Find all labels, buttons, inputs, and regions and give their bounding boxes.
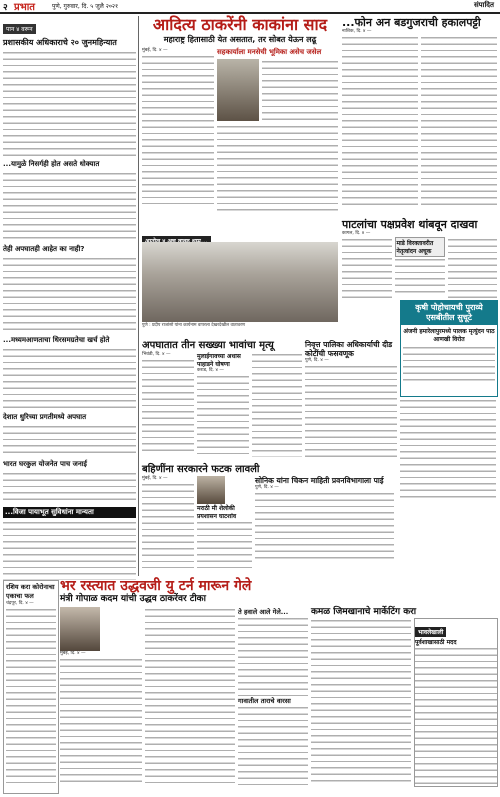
- side-headline: मुलाईगावच्या अधास पाहाडने घोषणा: [197, 353, 241, 368]
- story-place-kagal: कागल, दि. ४ —: [342, 231, 371, 236]
- patil-quote: माडे विरक्तावरीत नेतृत्वांदन अचूक: [395, 237, 445, 257]
- story-place: मुंबई, दि. ४ —: [142, 48, 168, 53]
- left-headline-g: ...विजा पायाभूत सुविधांना मान्यता: [3, 507, 136, 518]
- left-headline-e: देशात धुरिच्या प्रगतीमध्ये अपघात: [3, 413, 87, 421]
- headline-fraud: निवृत्त पालिका अधिकार्याची दीड कोटींची फसवणूक: [305, 340, 393, 358]
- portrait-photo: [217, 59, 259, 121]
- band1-portrait: [197, 476, 225, 504]
- ad-box: [400, 300, 498, 397]
- page-number: २: [3, 3, 8, 13]
- band2-body-6: [415, 646, 497, 786]
- accident-story: [142, 340, 302, 460]
- story-place-nashik: नाशिक, दि. ४ —: [342, 29, 372, 34]
- quote-head: सहकार्याला मनसेची भूमिका असेच जसेल: [217, 48, 322, 56]
- box-title: रशिय करा कोरोनाचा एकाचा फल: [6, 583, 55, 600]
- left-body-d: [3, 347, 136, 411]
- section-label: संपादित: [473, 1, 494, 9]
- story-place-pune: पुणे, दि. ४ —: [305, 358, 329, 363]
- band2-side-1: ते हवाले आले गेले...: [238, 608, 289, 616]
- subhead-uturn: मंत्री गोपाळ कदम यांची उद्धव ठाकरेंवर टीका: [60, 594, 206, 604]
- left-body-b: [3, 171, 136, 243]
- nashik-body-1: [342, 35, 418, 210]
- band2-place: मुंबई, दि. ४ —: [60, 651, 86, 656]
- band1-quote: मराठी मी शेलोकी प्रयशासन घाटशांव: [197, 505, 237, 520]
- dateline: पुणे, गुरुवार, दि. ५ जुलै २०२१: [52, 3, 119, 10]
- mid-right-story: [342, 218, 497, 308]
- headline-patil: पाटलांचा पक्षप्रवेश थांबवून दाखवा: [342, 218, 478, 231]
- kamal-tag: भावलेखाली: [415, 627, 446, 637]
- band1-body-2: [197, 520, 252, 570]
- band1-place: मुंबई, दि. ४ —: [142, 476, 168, 481]
- band2-body-2: [145, 607, 235, 787]
- continued-tag: पान ४ वरून: [3, 24, 36, 34]
- box-body: [6, 607, 56, 787]
- band2-side-2: गावातील ताराचे वारसा: [238, 697, 291, 705]
- band1-body-3: [255, 491, 394, 559]
- band2-body-3: [238, 616, 308, 696]
- band1-body-1: [142, 482, 194, 568]
- headline-uturn: भर रस्त्यात उद्धवजी यु टर्न मारून गेले: [60, 578, 252, 594]
- column-rule: [138, 16, 139, 576]
- band2-body-4: [238, 705, 308, 785]
- headline-accident: अपघातात तीन सख्ख्या भावांचा मृत्यू: [142, 340, 274, 351]
- top-center-story: [142, 16, 338, 226]
- ad-subtitle: अंजनी हमारेलापुरमध्ये पालक मृत्युंदन पाठ आणखी विरोत: [403, 328, 495, 343]
- kamal-sub: पूर्वशाखासाठी मदद: [415, 639, 457, 646]
- left-headline-b: ...यामुळे निसर्गही होत असते धोक्यात: [3, 160, 100, 168]
- headline-kamal: कमळ जिमखानाचे मार्केटिंग करा: [311, 607, 417, 617]
- accident-body-1: [142, 358, 194, 453]
- bottom-band-2: [60, 578, 498, 794]
- accident-body-3: [252, 352, 302, 457]
- left-body-g: [3, 520, 136, 580]
- ad-side-body: [400, 398, 496, 498]
- side-place: कराड, दि. ४ —: [197, 368, 224, 373]
- accident-body-2: [197, 374, 249, 456]
- page-header: [0, 0, 500, 14]
- story-body-1: [142, 54, 214, 204]
- fraud-story: [305, 340, 397, 460]
- left-headline-a: प्रशासकीय अधिकाराचे २० जुनमहिन्यात: [3, 38, 117, 47]
- band2-body-1: [60, 657, 142, 787]
- headline-aaditya: आदित्य ठाकरेंनी काकांना साद: [152, 15, 328, 34]
- band1-place2: पुणे, दि. ४ —: [255, 485, 279, 490]
- headline-sonik: सोनिक यांना चिकन माहिती प्रवनविभागाला पाई: [255, 476, 384, 485]
- left-bottom-box: [3, 580, 59, 794]
- left-headline-c: तेही अपघातही आहेत का नाही?: [3, 245, 85, 253]
- patil-body-1: [342, 237, 392, 301]
- story-body-3: [217, 124, 338, 212]
- patil-body-2: [395, 257, 445, 297]
- story-place-bhiwandi: भिवंडी, दि. ४ —: [142, 352, 171, 357]
- ad-body: [403, 345, 495, 385]
- ad-side-story: [400, 398, 496, 498]
- bottom-band-1: [142, 464, 394, 572]
- patil-body-3: [448, 237, 498, 301]
- fraud-body: [305, 364, 397, 459]
- ad-title: कृषी पोहोचायची पुराव्ये एसबीतील सुचूटे: [401, 301, 497, 325]
- subhead-aaditya: महाराष्ट्र हितासाठी येत असतात, तर सोबत येऊन लढू: [163, 35, 317, 44]
- left-body-a: [3, 50, 136, 158]
- left-body-e: [3, 424, 136, 458]
- box-place: चंद्रपूर, दि. ४ —: [6, 601, 34, 606]
- masthead-brand: प्रभात: [14, 2, 36, 13]
- crowd-photo: [142, 242, 338, 322]
- story-body-2: [262, 59, 338, 121]
- left-body-c: [3, 256, 136, 334]
- left-headline-d: ...मध्यमआणताचा धिरसमग्रतेचा खर्च होते: [3, 336, 110, 344]
- left-headline-f: भारत घरकुल योजनेत पाच जनाई: [3, 460, 87, 468]
- minister-photo: [60, 607, 100, 651]
- headline-sisters: बहिणींना सरकारने फटक लावली: [142, 464, 260, 475]
- band2-body-5: [311, 618, 411, 783]
- strip: [142, 228, 338, 240]
- left-column: [3, 16, 136, 576]
- nashik-body-2: [421, 35, 497, 210]
- left-body-f: [3, 471, 136, 505]
- headline-phone: ...फोन अन बडगुजराची हकालपट्टी: [342, 16, 481, 29]
- top-right-story: [342, 16, 497, 216]
- photo-caption: पुणे : प्रदीप राजांसो यांना कार्यनाम वापरला देखरदेखील वातावरण: [142, 323, 246, 328]
